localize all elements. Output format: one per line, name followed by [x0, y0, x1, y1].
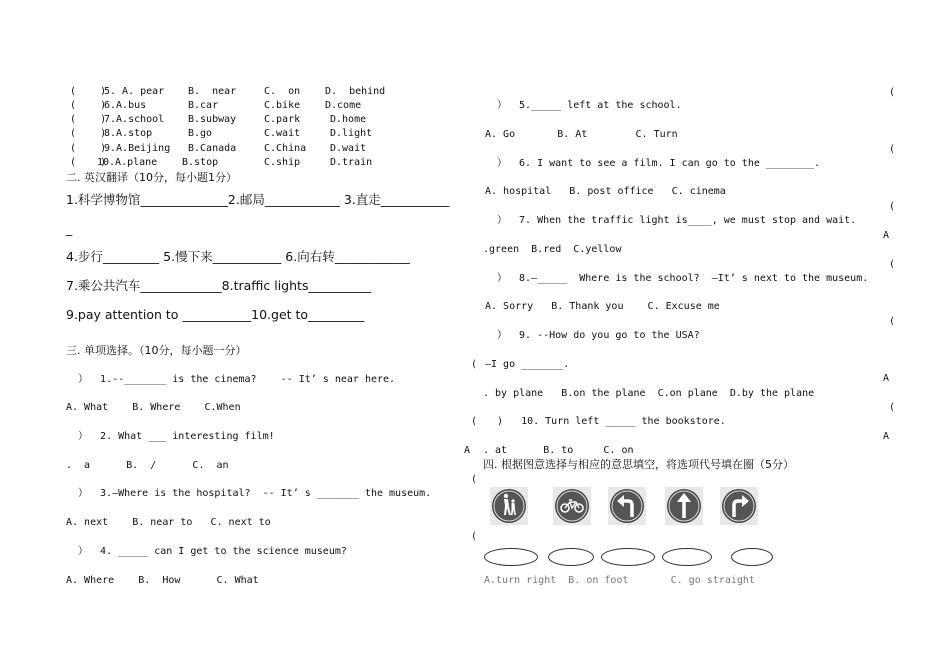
option-c: C.park: [264, 114, 301, 125]
section3-heading: 三. 单项选择。（10分，每小题一分）: [66, 344, 247, 357]
go-straight-sign-icon: [665, 487, 703, 525]
question-9-paren: (: [471, 359, 478, 370]
option-b: B. near: [188, 86, 237, 97]
answer-oval[interactable]: [731, 548, 773, 566]
translation-line-3: 7.乘公共汽车_____________8.traffic lights__________: [66, 278, 371, 293]
translation-line-1-tail: _: [66, 221, 73, 236]
turn-left-sign-icon: [608, 487, 646, 525]
margin-mark: A: [883, 431, 890, 442]
margin-mark: (: [889, 402, 896, 413]
margin-mark: (: [889, 316, 896, 327]
question-8-options: A. Sorry B. Thank you C. Excuse me: [485, 301, 720, 312]
paren: ( ): [70, 143, 107, 154]
question-9-options: . by plane B.on the plane C.on plane D.by the plane: [483, 388, 815, 399]
question-10-options: . at B. to C. on: [483, 445, 634, 456]
turn-right-sign-icon: [720, 487, 758, 525]
paren: ( ): [70, 86, 107, 97]
option-d: D.light: [330, 128, 373, 139]
option-d: D.home: [330, 114, 367, 125]
option-b: B.Canada: [188, 143, 237, 154]
option-a: 5. A. pear: [104, 86, 165, 97]
walking-sign-icon: [490, 487, 528, 525]
paren: ( ): [70, 157, 107, 168]
question-1-options: A. What B. Where C.When: [66, 402, 241, 413]
question-9: ） 9. --How do you go to the USA?: [497, 330, 700, 341]
option-d: D.train: [330, 157, 373, 168]
option-d: D. behind: [325, 86, 386, 97]
paren: ( ): [70, 100, 107, 111]
question-3-options: A. next B. near to C. next to: [66, 517, 271, 528]
section4-heading: 四. 根据图意选择与相应的意思填空，将选项代号填在圈（5分）: [483, 458, 794, 471]
margin-mark: (: [889, 144, 896, 155]
option-a: 7.A.school: [104, 114, 165, 125]
question-2: ） 2. What ___ interesting film!: [78, 431, 275, 442]
option-a: 9.A.Beijing: [104, 143, 171, 154]
question-5: ） 5._____ left at the school.: [497, 100, 682, 111]
section4-paren-1: (: [471, 474, 478, 485]
question-5-options: A. Go B. At C. Turn: [485, 129, 678, 140]
option-b: B.car: [188, 100, 219, 111]
option-b: B.subway: [188, 114, 237, 125]
translation-line-2: 4.步行_________ 5.慢下来___________ 6.向右转____________: [66, 249, 410, 264]
option-b: B.go: [188, 128, 213, 139]
question-10-paren: (: [471, 416, 478, 427]
question-9-answer: —I go _______.: [485, 359, 570, 370]
answer-oval[interactable]: [601, 548, 655, 566]
margin-mark: A: [883, 373, 890, 384]
question-10-a: A: [464, 445, 471, 456]
option-d: D.wait: [330, 143, 367, 154]
sign-answer-options: A.turn right B. on foot C. go straight: [484, 575, 755, 586]
answer-oval[interactable]: [484, 548, 538, 566]
margin-mark: A: [883, 230, 890, 241]
option-a: 8.A.stop: [104, 128, 153, 139]
translation-line-1: 1.科学博物馆______________2.邮局____________ 3.直走___________: [66, 192, 450, 207]
option-c: C.ship: [264, 157, 301, 168]
question-1: ） 1.--_______ is the cinema? -- It’ s near here.: [78, 374, 396, 385]
question-2-options: . a B. / C. an: [66, 460, 229, 471]
translation-line-4: 9.pay attention to ___________10.get to_________: [66, 307, 365, 322]
option-a: 10.A.plane: [97, 157, 158, 168]
paren: ( ): [70, 114, 107, 125]
option-b: B.stop: [182, 157, 219, 168]
question-6-options: A. hospital B. post office C. cinema: [485, 186, 726, 197]
question-7: ） 7. When the traffic light is____, we must stop and wait.: [497, 215, 857, 226]
margin-mark: (: [889, 201, 896, 212]
option-a: 6.A.bus: [104, 100, 147, 111]
margin-mark: (: [889, 87, 896, 98]
answer-oval[interactable]: [662, 548, 712, 566]
margin-mark: (: [889, 259, 896, 270]
question-6: ） 6. I want to see a film. I can go to the ________.: [497, 158, 821, 169]
answer-oval[interactable]: [548, 548, 594, 566]
bicycle-sign-icon: [553, 487, 591, 525]
question-7-options: .green B.red C.yellow: [483, 244, 622, 255]
question-8: ） 8.—_____ Where is the school? —It’ s next to the museum.: [497, 273, 869, 284]
question-10: ) 10. Turn left _____ the bookstore.: [497, 416, 726, 427]
paren: ( ): [70, 128, 107, 139]
section4-paren-2: (: [471, 531, 478, 542]
section2-heading: 二. 英汉翻译（10分，每小题1分）: [66, 171, 237, 184]
option-c: C.bike: [264, 100, 301, 111]
option-c: C.wait: [264, 128, 301, 139]
question-3: ） 3.—Where is the hospital? -- It’ s _______ the museum.: [78, 488, 432, 499]
option-c: C. on: [264, 86, 301, 97]
option-c: C.China: [264, 143, 307, 154]
question-4: ） 4. _____ can I get to the science museum?: [78, 546, 347, 557]
option-d: D.come: [325, 100, 362, 111]
question-4-options: A. Where B. How C. What: [66, 575, 259, 586]
